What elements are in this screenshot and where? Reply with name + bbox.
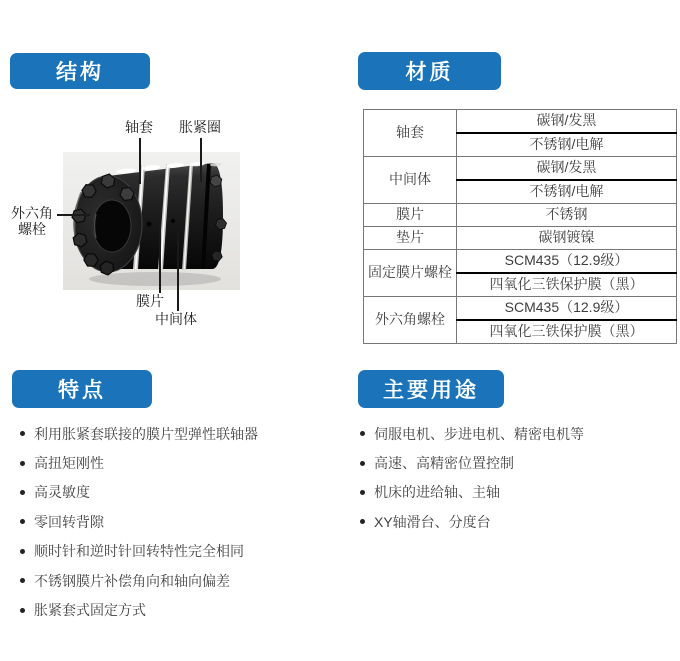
list-item	[360, 448, 680, 477]
feature-text: 利用胀紧套联接的膜片型弹性联轴器	[34, 425, 258, 442]
feature-text: 不锈钢膜片补偿角向和轴向偏差	[34, 572, 230, 589]
bullet-icon	[20, 549, 25, 554]
table-row	[364, 250, 677, 274]
table-row	[364, 227, 677, 250]
bullet-icon	[360, 519, 365, 524]
material-value-cell: SCM435（12.9级）	[457, 297, 677, 321]
feature-text: 胀紧套式固定方式	[34, 602, 146, 619]
bullet-icon	[360, 490, 365, 495]
leader-line-expansion-ring	[200, 138, 202, 182]
label-diaphragm: 膜片	[136, 293, 164, 309]
list-item	[360, 419, 680, 448]
material-value-cell: 不锈钢/电解	[457, 133, 677, 157]
table-row	[364, 297, 677, 321]
list-item	[20, 507, 355, 536]
application-text: 机床的进给轴、主轴	[374, 484, 500, 501]
list-item	[360, 507, 680, 536]
bullet-icon	[20, 490, 25, 495]
feature-text: 高灵敏度	[34, 484, 90, 501]
material-value-cell: 碳钢镀镍	[457, 227, 677, 250]
label-hex-bolt	[6, 205, 58, 237]
list-item	[20, 478, 355, 507]
list-item	[20, 566, 355, 595]
leader-line-spacer	[177, 231, 179, 311]
application-text: 高速、高精密位置控制	[374, 455, 514, 472]
material-value-cell: SCM435（12.9级）	[457, 250, 677, 274]
bullet-icon	[20, 608, 25, 613]
application-text: XY轴滑台、分度台	[374, 513, 491, 530]
leader-line-sleeve	[139, 138, 141, 184]
list-item	[20, 419, 355, 448]
material-value-cell: 碳钢/发黑	[457, 157, 677, 181]
material-part-cell: 外六角螺栓	[364, 297, 457, 344]
feature-text: 顺时针和逆时针回转特性完全相同	[34, 543, 244, 560]
material-table	[363, 109, 677, 344]
section-title-applications: 主要用途	[358, 370, 504, 408]
bullet-icon	[20, 519, 25, 524]
leader-line-diaphragm	[159, 224, 161, 293]
table-row	[364, 157, 677, 181]
leader-line-hex-bolt	[57, 214, 90, 216]
application-text: 伺服电机、步进电机、精密电机等	[374, 425, 584, 442]
label-sleeve: 轴套	[125, 119, 153, 135]
label-hex-bolt-line2: 螺栓	[18, 221, 46, 237]
material-value-cell: 碳钢/发黑	[457, 110, 677, 134]
bullet-icon	[360, 461, 365, 466]
material-part-cell: 膜片	[364, 204, 457, 227]
bullet-icon	[360, 431, 365, 436]
section-title-material: 材质	[358, 52, 501, 90]
material-part-cell: 垫片	[364, 227, 457, 250]
table-row	[364, 204, 677, 227]
feature-text: 高扭矩刚性	[34, 455, 104, 472]
section-title-structure: 结构	[10, 53, 150, 89]
bullet-icon	[20, 578, 25, 583]
bullet-icon	[20, 431, 25, 436]
applications-list	[360, 419, 680, 537]
label-spacer: 中间体	[155, 311, 197, 327]
table-row	[364, 110, 677, 134]
material-part-cell: 轴套	[364, 110, 457, 157]
material-value-cell: 四氧化三铁保护膜（黑）	[457, 320, 677, 344]
material-part-cell: 固定膜片螺栓	[364, 250, 457, 297]
material-value-cell: 不锈钢/电解	[457, 180, 677, 204]
material-value-cell: 四氧化三铁保护膜（黑）	[457, 273, 677, 297]
features-list	[20, 419, 355, 625]
coupling-image	[63, 152, 240, 290]
bullet-icon	[20, 461, 25, 466]
feature-text: 零回转背隙	[34, 513, 104, 530]
label-hex-bolt-line1: 外六角	[11, 205, 53, 221]
material-value-cell: 不锈钢	[457, 204, 677, 227]
label-expansion-ring: 胀紧圈	[179, 119, 221, 135]
list-item	[20, 448, 355, 477]
list-item	[20, 595, 355, 624]
material-part-cell: 中间体	[364, 157, 457, 204]
section-title-features: 特点	[12, 370, 152, 408]
list-item	[20, 537, 355, 566]
list-item	[360, 478, 680, 507]
